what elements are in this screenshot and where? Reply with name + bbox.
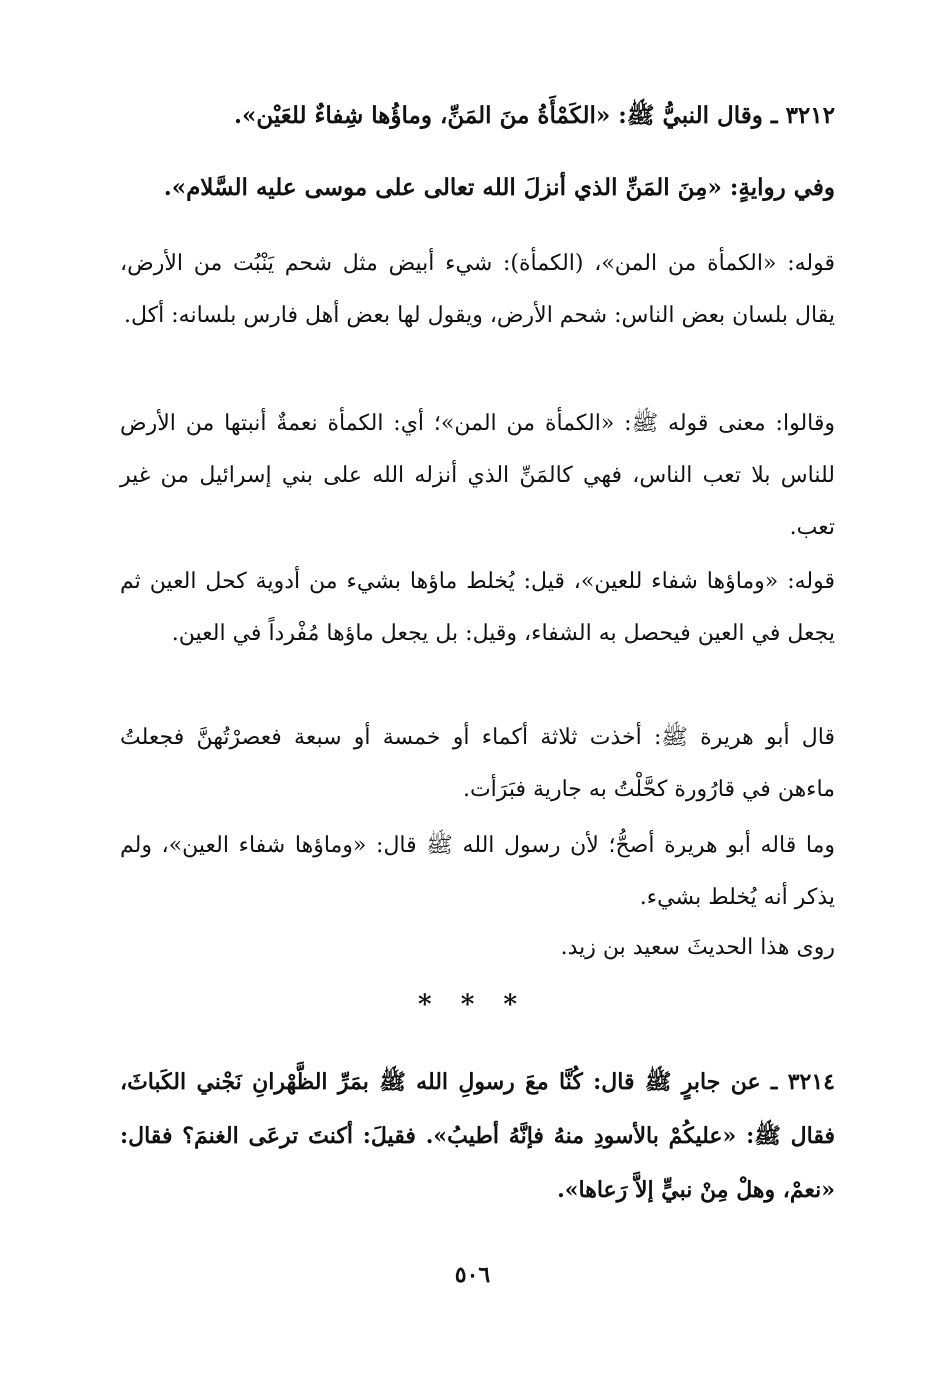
page-number: ٥٠٦ [454,1262,491,1288]
hadith-3212-heading: ٣٢١٢ ـ وقال النبيُّ ﷺ: «الكَمْأَةُ منَ المَنِّ، وماؤُها شِفاءٌ للعَيْن». [233,102,835,129]
section-separator: * * * [418,990,527,1020]
commentary-paragraph-4: قال أبو هريرة ﷺ: أخذت ثلاثة أكماء أو خمسة أو سبعة فعصرْتُهنَّ فجعلتُ ماءهن في قارُورة كحَّلْتُ به جارية فبَرَأت. [120,725,835,802]
hadith-3214-text: ٣٢١٤ ـ عن جابرٍ ﷺ قال: كُنَّا معَ رسولِ الله ﷺ بمَرِّ الظَّهْرانِ نَجْني الكَباثَ، فقال ﷺ: «عليكُمْ بالأسودِ منهُ فإنَّهُ أطيبُ». فقيلَ: أكنتَ ترعَى الغنمَ؟ فقال: «نعمْ، وهلْ مِنْ نبيٍّ إلاَّ رَعاها». [120,1069,835,1203]
commentary-paragraph-3: قوله: «وماؤها شفاء للعين»، قيل: يُخلط ماؤها بشيء من أدوية كحل العين ثم يجعل في العين فيحصل به الشفاء، وقيل: بل يجعل ماؤها مُفْرداً في العين. [120,569,835,646]
commentary-paragraph-2: وقالوا: معنى قوله ﷺ: «الكمأة من المن»؛ أي: الكمأة نعمةٌ أنبتها من الأرض للناس بلا تعب الناس، فهي كالمَنِّ الذي أنزله الله على بني إسرائيل من غير تعب. [120,411,835,540]
riwaya-line: وفي روايةٍ: «مِنَ المَنِّ الذي أنزلَ الله تعالى على موسى عليه السَّلام». [163,174,835,201]
commentary-paragraph-1: قوله: «الكمأة من المن»، (الكمأة): شيء أبيض مثل شحم يَنْبُت من الأرض، يقال بلسان بعض الناس: شحم الأرض، ويقول لها بعض أهل فارس بلسانه: أكل. [120,251,835,328]
commentary-paragraph-6: روى هذا الحديثَ سعيد بن زيد. [560,935,835,960]
commentary-paragraph-5: وما قاله أبو هريرة أصحُّ؛ لأن رسول الله ﷺ قال: «وماؤها شفاء العين»، ولم يذكر أنه يُخلط بشيء. [120,833,835,910]
